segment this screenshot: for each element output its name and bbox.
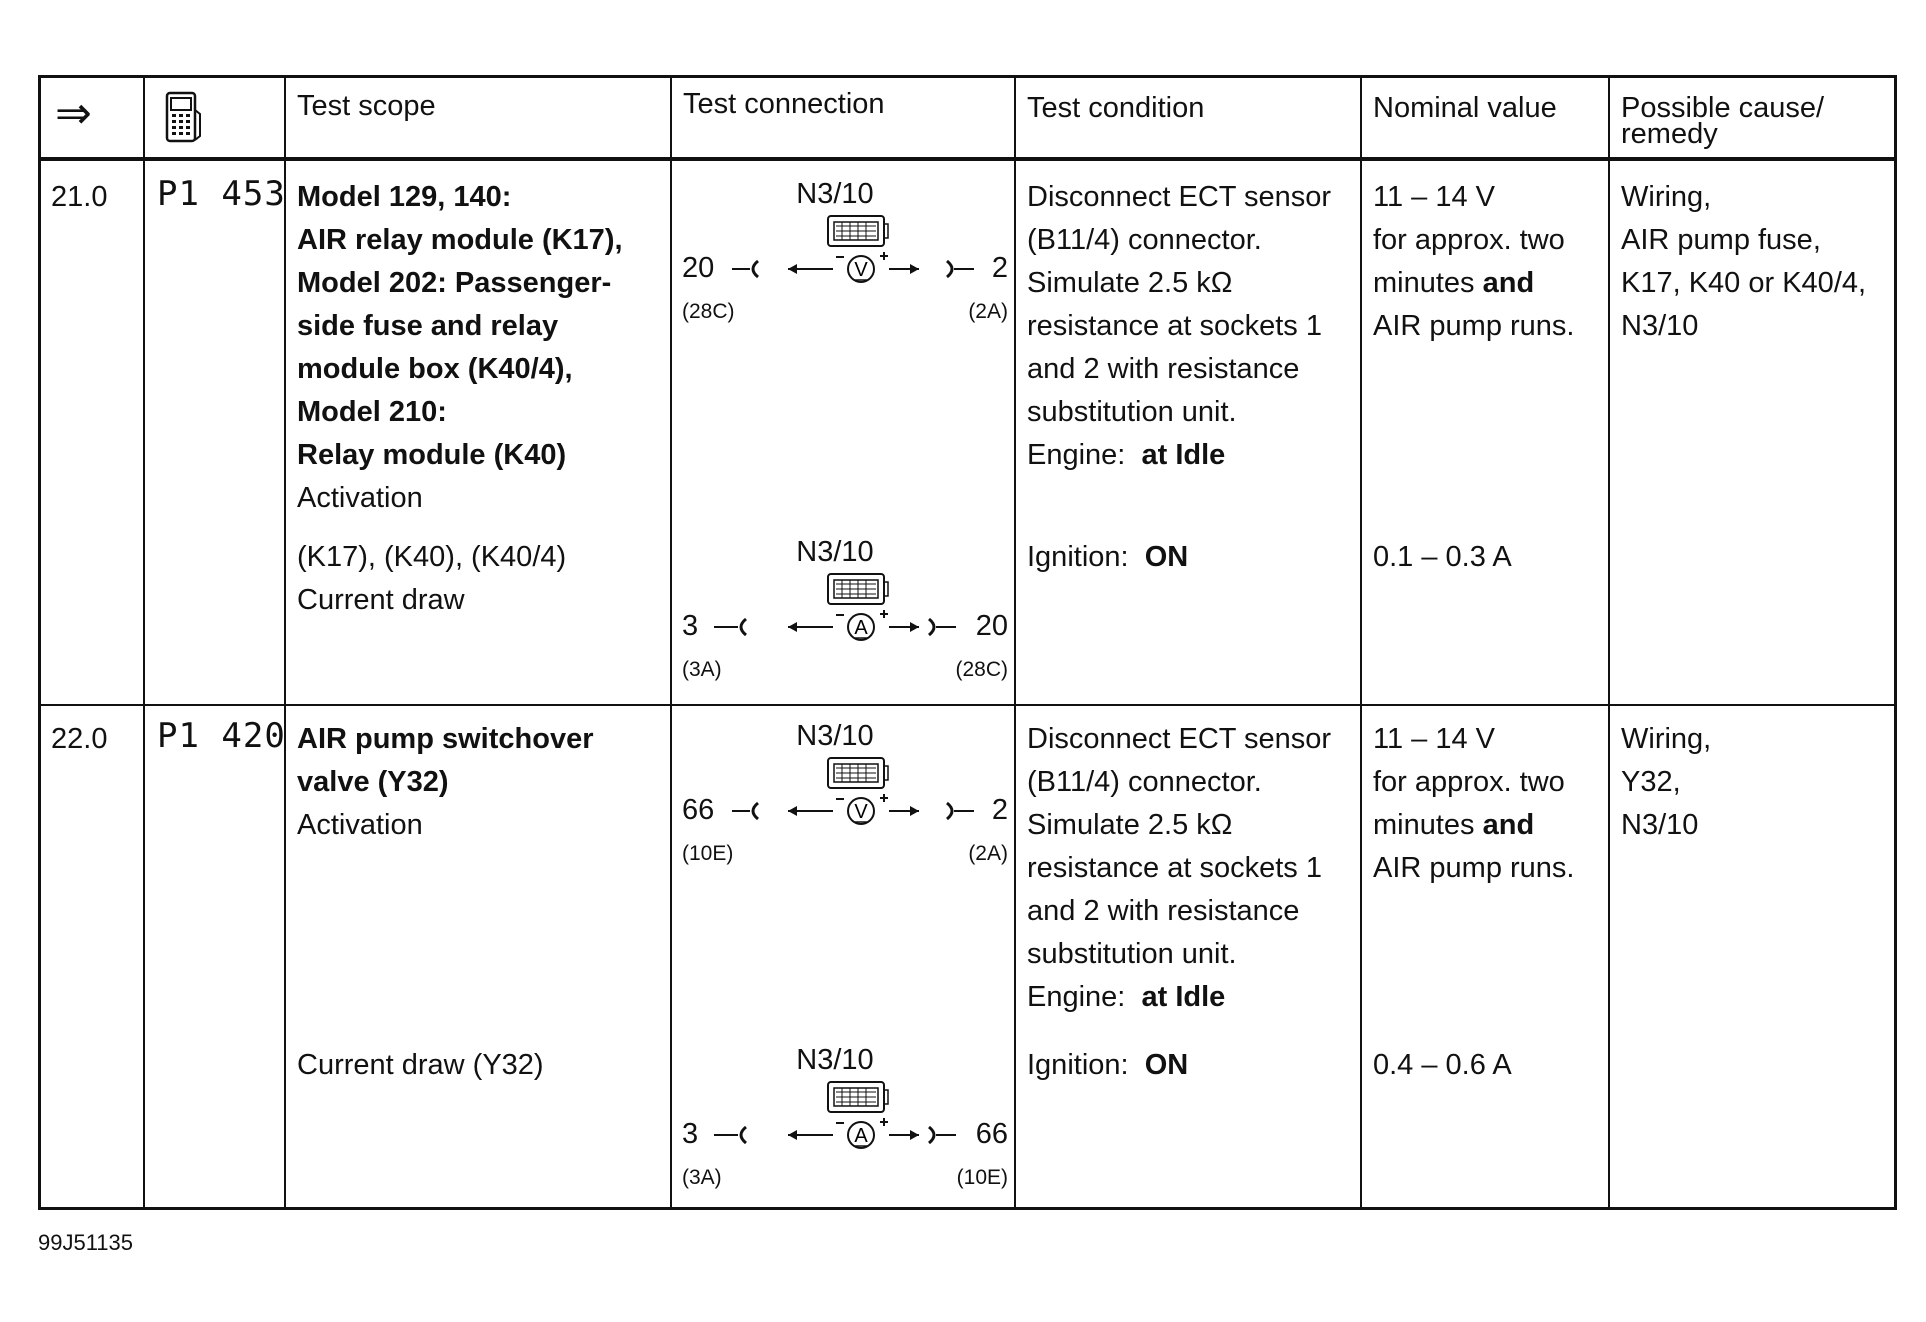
fault-code: P1 453 bbox=[157, 174, 286, 214]
nominal-value bbox=[1373, 718, 1574, 890]
test-scope bbox=[297, 718, 594, 847]
nominal-line: for approx. two bbox=[1373, 766, 1565, 798]
condition-line: and 2 with resistance bbox=[1027, 895, 1300, 927]
right-pin: 2 bbox=[991, 794, 1008, 826]
connection-diagram bbox=[674, 534, 1016, 724]
left-socket: (3A) bbox=[682, 658, 722, 681]
header-possible-cause bbox=[1621, 94, 1824, 148]
ignition-value: ON bbox=[1144, 541, 1189, 573]
nominal-line bbox=[1373, 804, 1574, 847]
connector-label: N3/10 bbox=[796, 720, 874, 752]
scope-line: (K17), (K40), (K40/4) bbox=[297, 541, 567, 573]
right-socket: (2A) bbox=[968, 842, 1008, 865]
test-condition-current bbox=[1027, 1044, 1188, 1087]
possible-cause bbox=[1621, 176, 1866, 348]
nominal-line: AIR pump runs. bbox=[1373, 310, 1575, 342]
nominal-current: 0.4 – 0.6 A bbox=[1373, 1049, 1512, 1081]
header-possible-cause-line: remedy bbox=[1621, 118, 1718, 150]
left-pin: 3 bbox=[682, 1118, 699, 1150]
ignition-label: Ignition: bbox=[1027, 541, 1129, 573]
condition-line: Disconnect ECT sensor bbox=[1027, 181, 1332, 213]
right-socket: (2A) bbox=[968, 300, 1008, 323]
scope-line: AIR relay module (K17), bbox=[297, 224, 623, 256]
nominal-line: 11 – 14 V bbox=[1373, 723, 1496, 755]
scope-line: valve (Y32) bbox=[297, 766, 449, 798]
connector-label: N3/10 bbox=[796, 178, 874, 210]
ammeter-icon bbox=[674, 572, 1016, 642]
ammeter-icon bbox=[674, 1080, 1016, 1150]
left-socket: (10E) bbox=[682, 842, 734, 865]
condition-line: Simulate 2.5 kΩ bbox=[1027, 267, 1233, 299]
header-nominal-value: Nominal value bbox=[1373, 92, 1557, 124]
connection-diagram bbox=[674, 174, 1016, 364]
scope-line: AIR pump switchover bbox=[297, 723, 594, 755]
figure-caption: 99J51135 bbox=[38, 1230, 134, 1255]
left-socket: (3A) bbox=[682, 1166, 722, 1189]
test-condition bbox=[1027, 718, 1331, 1019]
header-test-scope: Test scope bbox=[297, 90, 436, 122]
nominal-line: 11 – 14 V bbox=[1373, 181, 1496, 213]
cause-line: Wiring, bbox=[1621, 723, 1712, 755]
engine-label: Engine: bbox=[1027, 981, 1126, 1013]
condition-line: substitution unit. bbox=[1027, 396, 1237, 428]
connector-label: N3/10 bbox=[796, 536, 874, 568]
scope-line: Current draw (Y32) bbox=[297, 1049, 544, 1081]
condition-line: Disconnect ECT sensor bbox=[1027, 723, 1332, 755]
nominal-text: and bbox=[1482, 809, 1535, 841]
engine-value: at Idle bbox=[1141, 981, 1226, 1013]
scope-line: Relay module (K40) bbox=[297, 439, 567, 471]
ignition-value: ON bbox=[1144, 1049, 1189, 1081]
nominal-line: for approx. two bbox=[1373, 224, 1565, 256]
condition-line: Simulate 2.5 kΩ bbox=[1027, 809, 1233, 841]
left-pin: 66 bbox=[682, 794, 715, 826]
column-divider bbox=[1360, 78, 1362, 1207]
header-possible-cause-line: Possible cause/ bbox=[1621, 92, 1825, 124]
scope-line: Model 202: Passenger- bbox=[297, 267, 612, 299]
header-test-connection: Test connection bbox=[683, 88, 885, 120]
cause-line: K17, K40 or K40/4, bbox=[1621, 267, 1867, 299]
meter-symbol: V bbox=[854, 259, 868, 281]
scope-line: Current draw bbox=[297, 584, 465, 616]
right-socket: (10E) bbox=[956, 1166, 1008, 1189]
scope-line: Activation bbox=[297, 482, 423, 514]
cause-line: N3/10 bbox=[1621, 310, 1699, 342]
right-socket: (28C) bbox=[955, 658, 1008, 681]
nominal-text: minutes bbox=[1373, 809, 1475, 841]
condition-line: substitution unit. bbox=[1027, 938, 1237, 970]
column-divider bbox=[143, 78, 145, 1207]
test-scope-current bbox=[297, 1044, 544, 1087]
right-pin: 20 bbox=[975, 610, 1008, 642]
engine-label: Engine: bbox=[1027, 439, 1126, 471]
left-pin: 3 bbox=[682, 610, 699, 642]
column-divider bbox=[1608, 78, 1610, 1207]
scope-line: side fuse and relay bbox=[297, 310, 559, 342]
left-socket: (28C) bbox=[682, 300, 735, 323]
condition-line: resistance at sockets 1 bbox=[1027, 310, 1322, 342]
possible-cause bbox=[1621, 718, 1711, 847]
header-test-condition: Test condition bbox=[1027, 92, 1205, 124]
nominal-text: minutes bbox=[1373, 267, 1475, 299]
nominal-text: and bbox=[1482, 267, 1535, 299]
column-divider bbox=[284, 78, 286, 1207]
condition-line: and 2 with resistance bbox=[1027, 353, 1300, 385]
condition-line bbox=[1027, 434, 1331, 477]
test-scope-current bbox=[297, 536, 566, 622]
cause-line: Wiring, bbox=[1621, 181, 1712, 213]
voltmeter-icon bbox=[674, 214, 1016, 284]
test-condition bbox=[1027, 176, 1331, 477]
step-number: 21.0 bbox=[51, 181, 108, 213]
fault-code: P1 420 bbox=[157, 716, 286, 756]
test-condition-current bbox=[1027, 536, 1188, 579]
nominal-line bbox=[1373, 262, 1574, 305]
cause-line: Y32, bbox=[1621, 766, 1681, 798]
right-pin: 66 bbox=[975, 1118, 1008, 1150]
meter-symbol: A bbox=[854, 617, 868, 639]
meter-symbol: A bbox=[854, 1125, 868, 1147]
condition-line: resistance at sockets 1 bbox=[1027, 852, 1322, 884]
header-divider bbox=[41, 157, 1894, 161]
scope-line: module box (K40/4), bbox=[297, 353, 573, 385]
left-pin: 20 bbox=[682, 252, 715, 284]
cause-line: N3/10 bbox=[1621, 809, 1699, 841]
test-scope bbox=[297, 176, 623, 520]
step-number: 22.0 bbox=[51, 723, 108, 755]
scope-line: Activation bbox=[297, 809, 423, 841]
column-divider bbox=[670, 78, 672, 1207]
arrow-icon: ⇒ bbox=[55, 89, 92, 138]
connector-label: N3/10 bbox=[796, 1044, 874, 1076]
voltmeter-icon bbox=[674, 756, 1016, 826]
ignition-label: Ignition: bbox=[1027, 1049, 1129, 1081]
condition-line: (B11/4) connector. bbox=[1027, 766, 1262, 798]
cause-line: AIR pump fuse, bbox=[1621, 224, 1821, 256]
connection-diagram bbox=[674, 1042, 1016, 1232]
right-pin: 2 bbox=[991, 252, 1008, 284]
condition-line bbox=[1027, 976, 1331, 1019]
scope-line: Model 210: bbox=[297, 396, 447, 428]
nominal-value bbox=[1373, 176, 1574, 348]
diagnostic-tester-icon bbox=[163, 90, 203, 145]
nominal-line: AIR pump runs. bbox=[1373, 852, 1575, 884]
nominal-current: 0.1 – 0.3 A bbox=[1373, 541, 1512, 573]
meter-symbol: V bbox=[854, 801, 868, 823]
connection-diagram bbox=[674, 716, 1016, 906]
test-table bbox=[38, 75, 1897, 1210]
condition-line: (B11/4) connector. bbox=[1027, 224, 1262, 256]
engine-value: at Idle bbox=[1141, 439, 1226, 471]
scope-line: Model 129, 140: bbox=[297, 181, 512, 213]
